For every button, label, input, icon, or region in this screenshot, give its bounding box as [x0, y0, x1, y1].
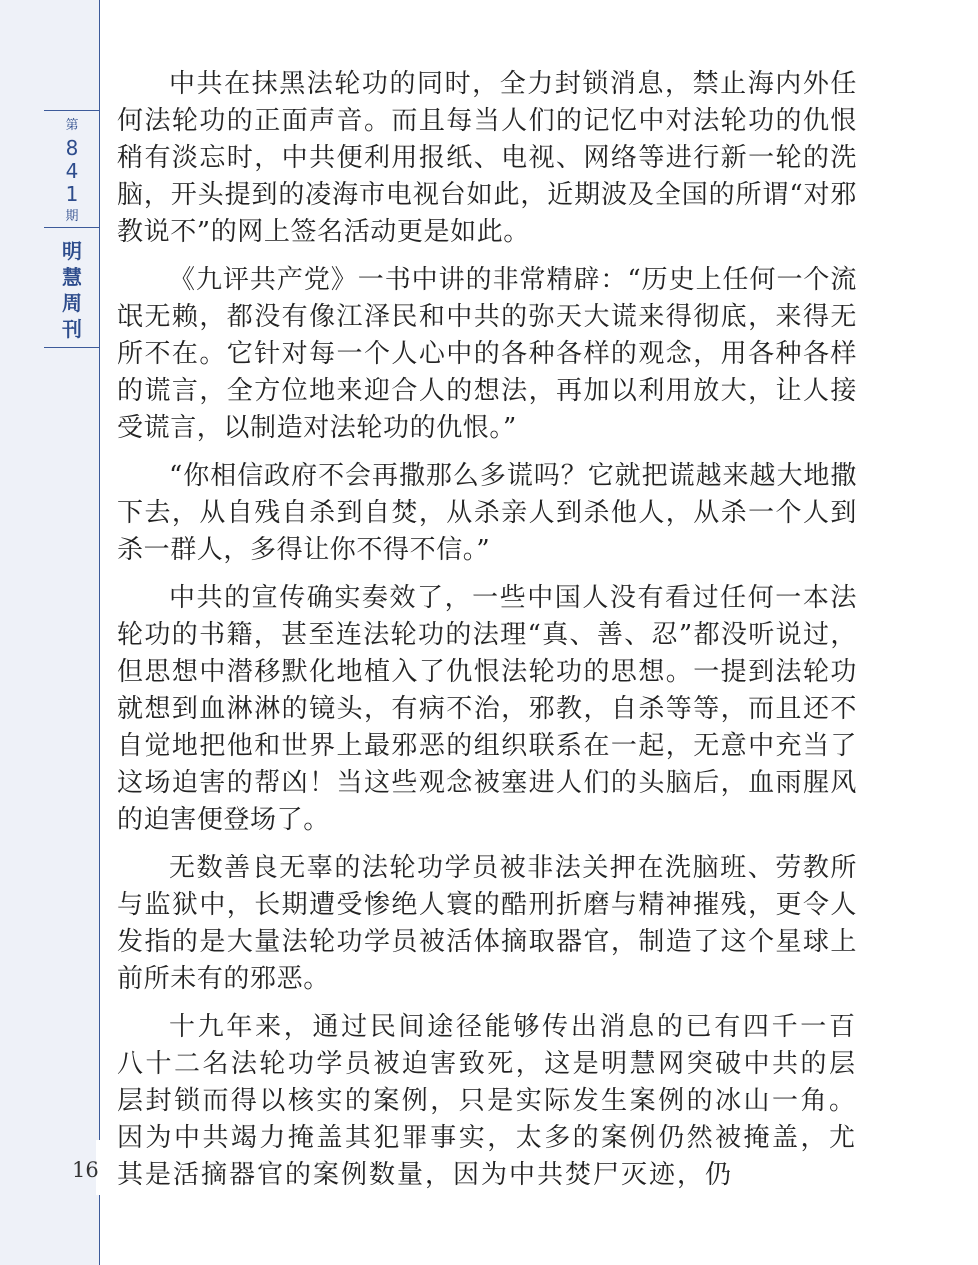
issue-prefix: 第: [65, 118, 79, 133]
paragraph: “你相信政府不会再撒那么多谎吗？它就把谎越来越大地撒下去，从自残自杀到自焚，从杀亲人到杀他人，从杀一个人到杀一群人，多得让你不得不信。”: [117, 461, 857, 565]
issue-digit: 8: [65, 136, 79, 160]
publication-char: 刊: [62, 316, 82, 341]
issue-number: [44, 110, 100, 228]
page-number: 16: [72, 1158, 99, 1182]
paragraph: 中共的宣传确实奏效了，一些中国人没有看过任何一本法轮功的书籍，甚至连法轮功的法理“真、善、忍”都没听说过，但思想中潜移默化地植入了仇恨法轮功的思想。一提到法轮功就想到血淋淋的镜头，有病不治，邪教，自杀等等，而且还不自觉地把他和世界上最邪恶的组织联系在一起，无意中充当了这场迫害的帮凶！当这些观念被塞进人们的头脑后，血雨腥风的迫害便登场了。: [117, 583, 857, 835]
publication-name: [44, 232, 100, 348]
publication-char: 明: [62, 238, 82, 263]
issue-digit: 1: [65, 182, 79, 206]
issue-digit: 4: [65, 159, 79, 183]
article-body: [117, 66, 857, 1205]
paragraph: 《九评共产党》一书中讲的非常精辟：“历史上任何一个流氓无赖，都没有像江泽民和中共的弥天大谎来得彻底，来得无所不在。它针对每一个人心中的各种各样的观念，用各种各样的谎言，全方位地来迎合人的想法，再加以利用放大，让人接受谎言，以制造对法轮功的仇恨。”: [117, 265, 857, 443]
issue-suffix: 期: [65, 209, 79, 224]
publication-char: 慧: [62, 264, 82, 289]
paragraph: 中共在抹黑法轮功的同时，全力封锁消息，禁止海内外任何法轮功的正面声音。而且每当人们的记忆中对法轮功的仇恨稍有淡忘时，中共便利用报纸、电视、网络等进行新一轮的洗脑，开头提到的凌海市电视台如此，近期波及全国的所谓“对邪教说不”的网上签名活动更是如此。: [117, 69, 857, 247]
publication-char: 周: [62, 290, 82, 315]
paragraph: 十九年来，通过民间途径能够传出消息的已有四千一百八十二名法轮功学员被迫害致死，这是明慧网突破中共的层层封锁而得以核实的案例，只是实际发生案例的冰山一角。因为中共竭力掩盖其犯罪事实，太多的案例仍然被掩盖，尤其是活摘器官的案例数量，因为中共焚尸灭迹，仍: [117, 1012, 857, 1190]
paragraph: 无数善良无辜的法轮功学员被非法关押在洗脑班、劳教所与监狱中，长期遭受惨绝人寰的酷刑折磨与精神摧残，更令人发指的是大量法轮功学员被活体摘取器官，制造了这个星球上前所未有的邪恶。: [117, 853, 857, 994]
